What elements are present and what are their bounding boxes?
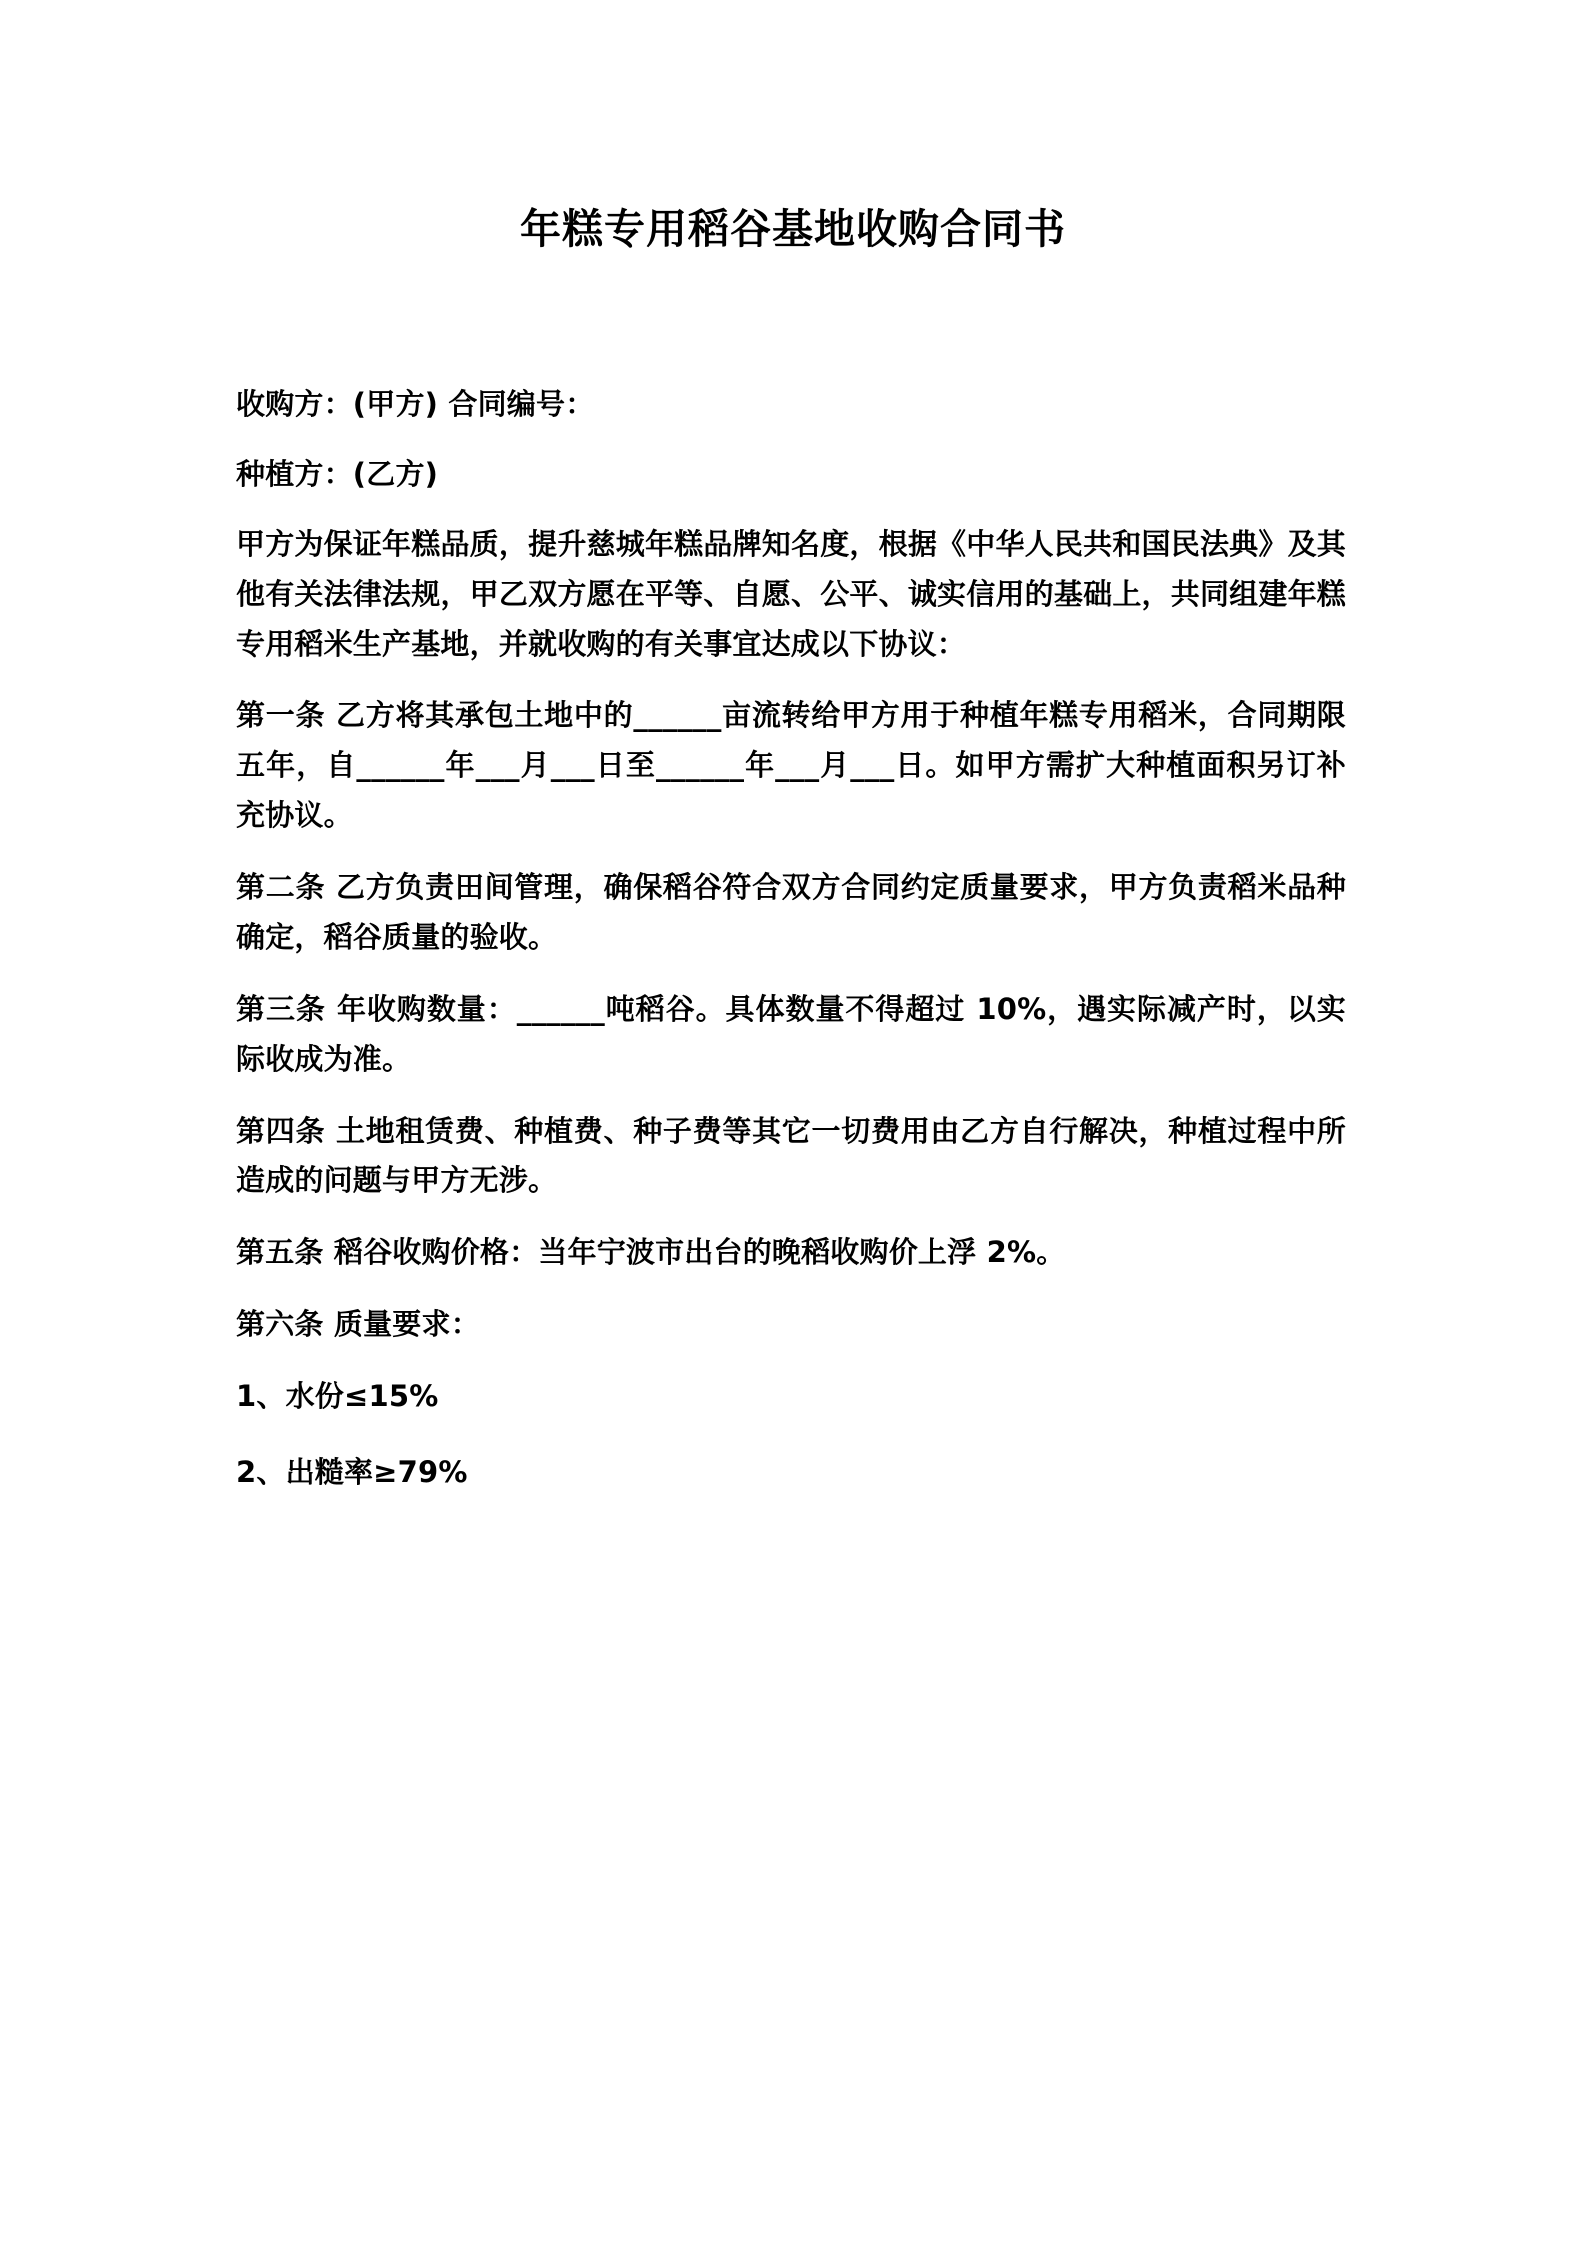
paragraph-quality-item-2: 2、出糙率≥79% [236,1454,468,1489]
paragraph-article-5: 第五条 稻谷收购价格：当年宁波市出台的晚稻收购价上浮 2%。 [236,1235,1066,1270]
paragraph-article-2: 第二条 乙方负责田间管理，确保稻谷符合双方合同约定质量要求，甲方负责稻米品种确定，稻谷质量的验收。 [236,870,1346,954]
paragraph-article-6: 第六条 质量要求： [236,1307,480,1342]
paragraph-preamble: 甲方为保证年糕品质，提升慈城年糕品牌知名度，根据《中华人民共和国民法典》及其他有关法律法规，甲乙双方愿在平等、自愿、公平、诚实信用的基础上，共同组建年糕专用稻米生产基地，并就收购的有关事宜达成以下协议： [236,526,1346,661]
document-body [236,380,1346,1524]
paragraph-article-3: 第三条 年收购数量：______吨稻谷。具体数量不得超过 10%，遇实际减产时，以实际收成为准。 [236,991,1346,1076]
paragraph-article-1: 第一条 乙方将其承包土地中的______亩流转给甲方用于种植年糕专用稻米，合同期限五年，自______年___月___日至______年___月___日。如甲方需扩大种植面积另订补充协议。 [236,698,1346,833]
page-title: 年糕专用稻谷基地收购合同书 [520,205,1066,253]
paragraph-quality-item-1: 1、水份≤15% [236,1379,439,1413]
paragraph-grower-line: 种植方：(乙方) [236,456,439,491]
paragraph-article-4: 第四条 土地租赁费、种植费、种子费等其它一切费用由乙方自行解决，种植过程中所造成的问题与甲方无涉。 [236,1113,1346,1198]
paragraph-buyer-line: 收购方：(甲方) 合同编号： [236,387,595,421]
